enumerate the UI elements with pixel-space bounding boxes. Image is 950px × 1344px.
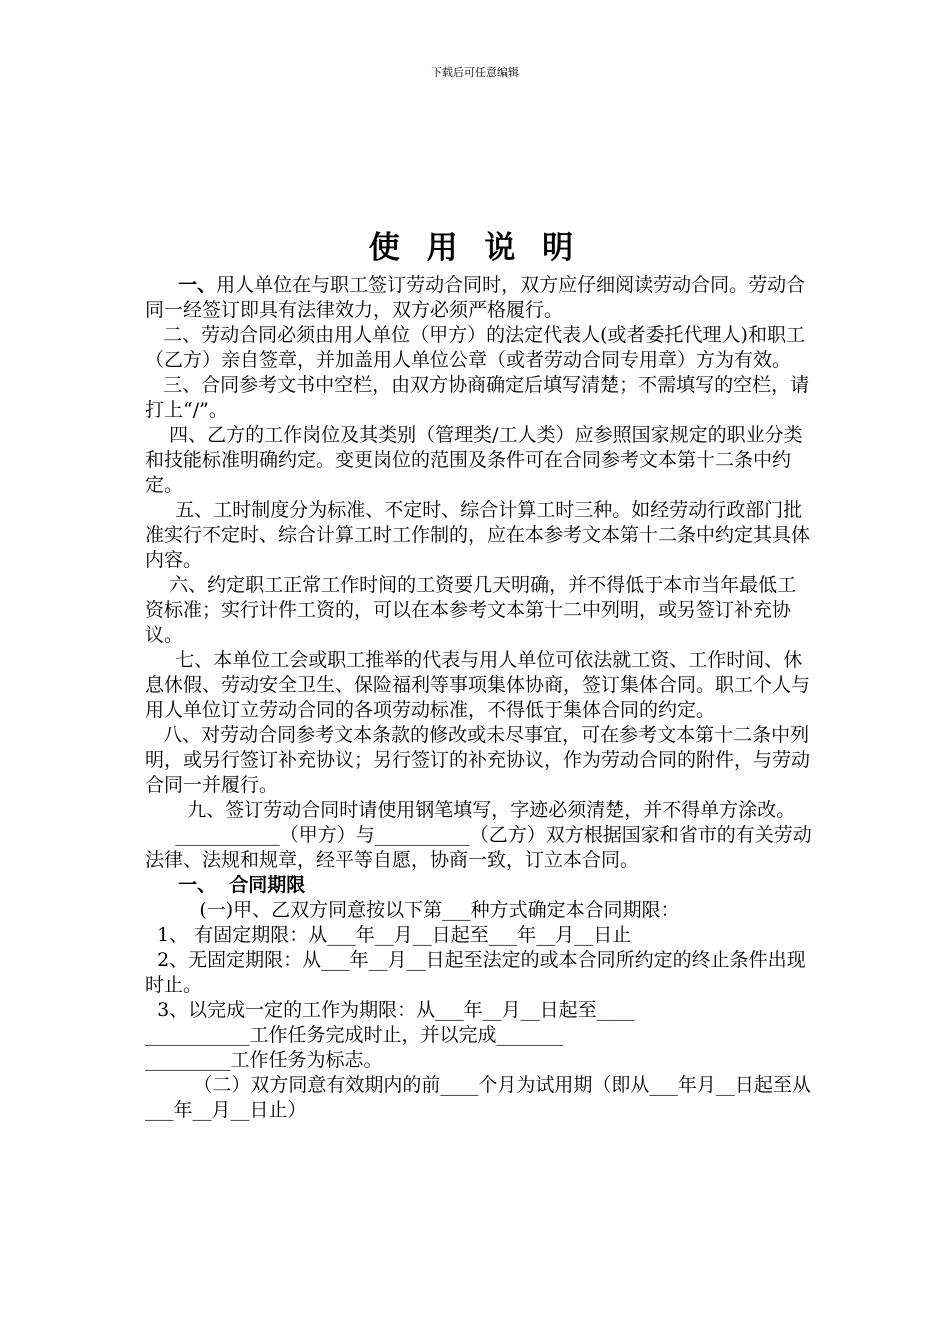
contract-intro-text: （乙方）双方根据国家和省市的有关劳动法律、法规和规章，经平等自愿，协商一致，订立本合同。 bbox=[145, 824, 812, 871]
term-option-3-line-2: ___________工作任务完成时止，并以完成_______ bbox=[145, 1024, 564, 1046]
term-clause-1: (一)甲、乙双方同意按以下第___种方式确定本合同期限： bbox=[145, 899, 680, 921]
section-1-heading: 一、 合同期限 bbox=[145, 874, 306, 896]
instruction-7: 七、本单位工会或职工推举的代表与用人单位可依法就工资、工作时间、休息休假、劳动安全卫生、保险福利等事项集体协商，签订集体合同。职工个人与用人单位订立劳动合同的各项劳动标准，不得低于集体合同的约定。 bbox=[145, 649, 811, 721]
instruction-4: 四、乙方的工作岗位及其类别（管理类/工人类）应参照国家规定的职业分类和技能标准明确约定。变更岗位的范围及条件可在合同参考文本第十二条中约定。 bbox=[145, 424, 803, 496]
instruction-8: 八、对劳动合同参考文本条款的修改或未尽事宜，可在参考文本第十二条中列明，或另行签订补充协议；另行签订的补充协议，作为劳动合同的附件，与劳动合同一并履行。 bbox=[145, 724, 811, 796]
instruction-1-lead: 一、 bbox=[145, 274, 217, 296]
term-option-2: 2、无固定期限：从___年__月__日起至法定的或本合同所约定的终止条件出现时止。 bbox=[145, 949, 806, 996]
instruction-5: 五、工时制度分为标准、不定时、综合计算工时三种。如经劳动行政部门批准实行不定时、综合计算工时工作制的，应在本参考文本第十二条中约定其具体内容。 bbox=[145, 499, 811, 571]
term-option-1: 1、 有固定期限：从___年__月__日起至___年__月__日止 bbox=[145, 924, 632, 946]
contract-intro-mid: （甲方）与 bbox=[279, 824, 375, 846]
instruction-9: 九、签订劳动合同时请使用钢笔填写，字迹必须清楚，并不得单方涂改。 bbox=[145, 799, 796, 821]
document-body bbox=[145, 273, 815, 1123]
instruction-3: 三、合同参考文书中空栏，由双方协商确定后填写清楚；不需填写的空栏，请打上“/”。 bbox=[145, 374, 810, 421]
page-header: 下载后可任意编辑 bbox=[431, 66, 519, 79]
instruction-2: 二、劳动合同必须由用人单位（甲方）的法定代表人(或者委托代理人)和职工（乙方）亲自签章，并加盖用人单位公章（或者劳动合同专用章）方为有效。 bbox=[145, 324, 805, 371]
page-title: 使 用 说 明 bbox=[368, 230, 582, 266]
instruction-1 bbox=[145, 273, 815, 323]
contract-intro-indent bbox=[145, 824, 175, 846]
term-clause-2: （二）双方同意有效期内的前____个月为试用期（即从___年月__日起至从___年__月__日止） bbox=[145, 1074, 811, 1121]
instruction-1-text: 用人单位在与职工签订劳动合同时，双方应仔细阅读劳动合同。劳动合同一经签订即具有法律效力，双方必须严格履行。 bbox=[145, 274, 806, 321]
term-option-3-line-3: _________工作任务为标志。 bbox=[145, 1049, 383, 1071]
term-option-3-line-1: 3、以完成一定的工作为期限：从___年__月__日起至____ bbox=[145, 999, 635, 1021]
party-a-blank: ___________ bbox=[175, 824, 280, 846]
contract-intro bbox=[145, 823, 815, 873]
party-b-blank: __________ bbox=[374, 824, 470, 846]
instruction-6: 六、约定职工正常工作时间的工资要几天明确，并不得低于本市当年最低工资标准；实行计件工资的，可以在本参考文本第十二中列明，或另签订补充协议。 bbox=[145, 574, 797, 646]
